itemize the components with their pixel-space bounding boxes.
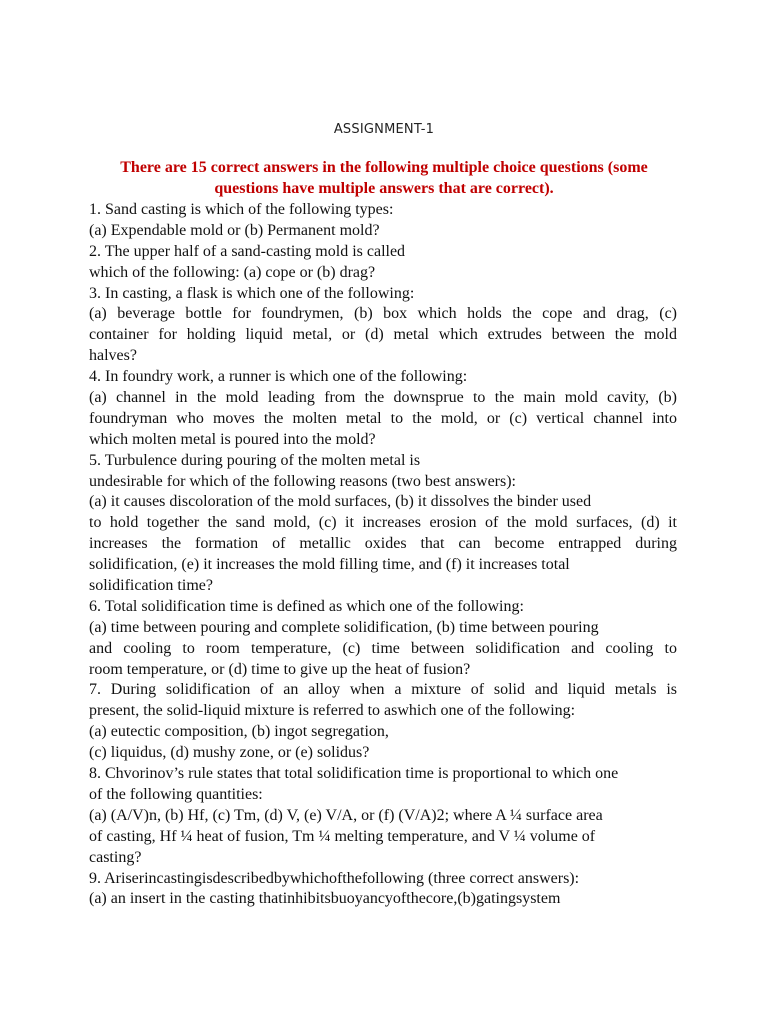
question-text-line: halves? (89, 347, 137, 365)
question-text-line: (a) time between pouring and complete solidification, (b) time between pouring (89, 618, 599, 636)
instructions-text: There are 15 correct answers in the following multiple choice questions (some questions have multiple answers that are correct). (120, 159, 648, 197)
question-text-line: 8. Chvorinov’s rule states that total solidification time is proportional to which one (89, 765, 619, 783)
question-text-line: foundryman who moves the molten metal to the mold, or (c) vertical channel into (89, 409, 677, 427)
question-text-line: 7. During solidification of an alloy when a mixture of solid and liquid metals is (89, 681, 677, 699)
question-text-line: solidification time? (89, 577, 213, 595)
question-text-line: present, the solid-liquid mixture is referred to aswhich one of the following: (89, 702, 576, 720)
questions-body (89, 200, 677, 910)
question-text-line: solidification, (e) it increases the mold filling time, and (f) it increases total (89, 556, 570, 574)
question-text-line: 1. Sand casting is which of the following types: (89, 201, 394, 218)
question-text-line: (a) eutectic composition, (b) ingot segregation, (89, 723, 389, 741)
question-text-line: (a) Expendable mold or (b) Permanent mold? (89, 221, 380, 239)
question-text-line: (c) liquidus, (d) mushy zone, or (e) solidus? (89, 744, 370, 762)
question-text-line: 3. In casting, a flask is which one of the following: (89, 284, 415, 302)
question-text-line: 2. The upper half of a sand-casting mold is called (89, 242, 406, 260)
question-text-line: which of the following: (a) cope or (b) drag? (89, 263, 376, 281)
question-text-line: of the following quantities: (89, 785, 263, 803)
question-text-line: to hold together the sand mold, (c) it increases erosion of the mold surfaces, (d) it (89, 514, 677, 532)
question-text-line: 6. Total solidification time is defined as which one of the following: (89, 597, 524, 615)
question-text-line: room temperature, or (d) time to give up the heat of fusion? (89, 660, 471, 678)
question-text-line: and cooling to room temperature, (c) time between solidification and cooling to (89, 639, 677, 657)
question-text-line: which molten metal is poured into the mold? (89, 430, 376, 448)
question-text-line: (a) beverage bottle for foundrymen, (b) box which holds the cope and drag, (c) (89, 305, 677, 323)
question-text-line: 5. Turbulence during pouring of the molten metal is (89, 451, 421, 469)
question-text-line: 9. Ariserincastingisdescribedbywhichofthefollowing (three correct answers): (89, 869, 580, 887)
question-text-line: 4. In foundry work, a runner is which one of the following: (89, 368, 468, 386)
question-text-line: undesirable for which of the following reasons (two best answers): (89, 472, 516, 490)
question-text-line: (a) an insert in the casting thatinhibitsbuoyancyofthecore,(b)gatingsystem (89, 890, 561, 908)
question-text-line: (a) (A/V)n, (b) Hf, (c) Tm, (d) V, (e) V/A, or (f) (V/A)2; where A ¼ surface area (89, 806, 603, 824)
question-text-line: of casting, Hf ¼ heat of fusion, Tm ¼ melting temperature, and V ¼ volume of (89, 827, 596, 845)
question-text-line: increases the formation of metallic oxides that can become entrapped during (89, 535, 677, 553)
question-text-line: casting? (89, 848, 142, 866)
question-text-line: (a) channel in the mold leading from the downsprue to the main mold cavity, (b) (89, 389, 677, 407)
question-text-line: (a) it causes discoloration of the mold surfaces, (b) it dissolves the binder used (89, 493, 592, 511)
assignment-title: ASSIGNMENT-1 (333, 122, 435, 137)
question-text-line: container for holding liquid metal, or (d) metal which extrudes between the mold (89, 326, 677, 344)
